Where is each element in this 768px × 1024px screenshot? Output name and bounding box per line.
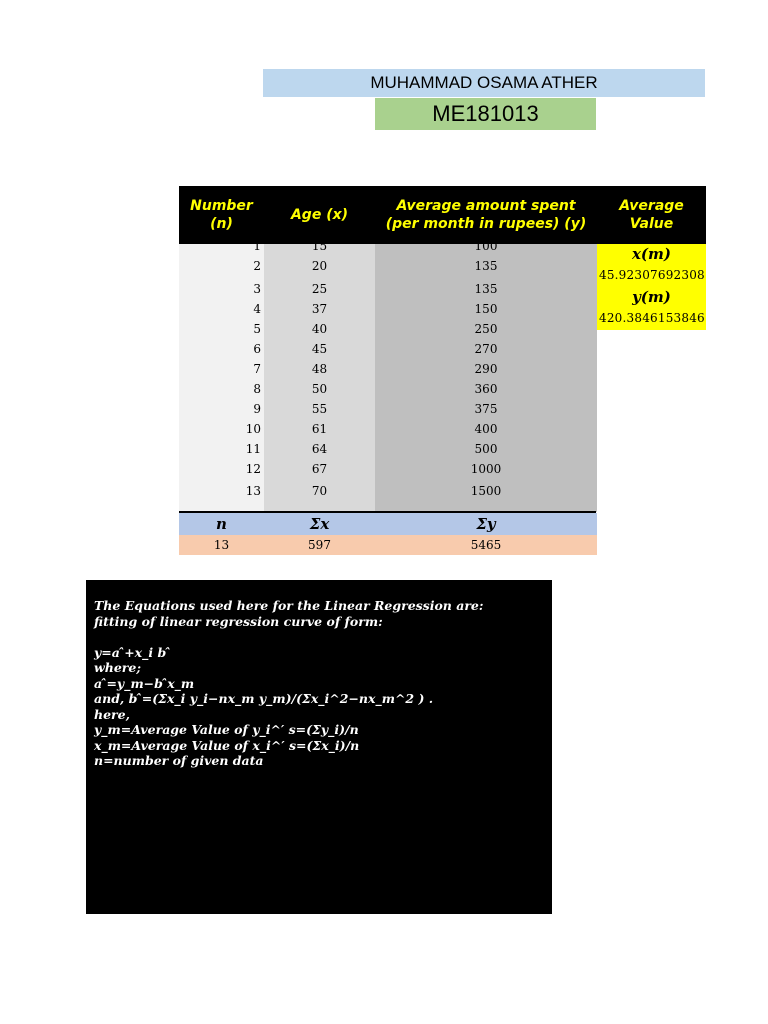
sum-header-y: Σy [375,513,597,535]
xm-label: x(m) [631,245,671,263]
cell-amount: 100 [474,239,498,253]
equation-line: y=a ̂+x_i b ̂ [94,644,171,660]
cell-number: 4 [253,302,261,316]
cell-age: 67 [311,462,328,476]
equation-lines [94,598,552,769]
sum-value-y: 5465 [375,535,597,555]
cell-number: 13 [245,484,261,498]
header-age: Age (x) [264,186,375,244]
equation-line: y_m=Average Value of y_i^′ s=(Σy_i)/n [94,722,359,737]
equation-line [94,629,552,645]
cell-age: 37 [311,302,328,316]
cell-amount: 1000 [470,462,502,476]
sum-header-x: Σx [264,513,375,535]
cell-age: 40 [311,322,328,336]
cell-number: 2 [253,259,261,273]
cell-amount: 1500 [470,484,502,498]
cell-age: 61 [311,422,328,436]
ym-label: y(m) [632,288,671,306]
author-name: MUHAMMAD OSAMA ATHER [263,69,705,97]
equation-line: fitting of linear regression curve of form: [94,613,383,629]
cell-number: 7 [253,362,261,376]
cell-amount: 400 [474,422,498,436]
cell-age: 70 [311,484,328,498]
cell-age: 45 [311,342,328,356]
equation-line: here, [94,706,130,722]
average-values-box [597,244,706,330]
equation-line: where; [94,660,141,675]
cell-amount: 360 [474,382,498,396]
cell-number: 10 [245,422,261,436]
header-average-value: Average Value [597,186,706,244]
cell-amount: 270 [474,342,498,356]
cell-age: 25 [311,282,328,296]
sum-header-n: n [179,513,264,535]
cell-number: 3 [253,282,261,296]
equation-line: and, b ̂=(Σx_i y_i−nx_m y_m)/(Σx_i^2−nx_m^2 ) . [94,691,434,706]
cell-amount: 375 [474,402,498,416]
cell-amount: 135 [474,282,498,296]
cell-number: 8 [253,382,261,396]
cell-amount: 250 [474,322,498,336]
cell-age: 55 [311,402,328,416]
xm-value: 45.92307692308 [599,268,705,282]
header-amount-spent: Average amount spent (per month in rupees) (y) [375,186,597,244]
cell-amount: 500 [474,442,498,456]
cell-number: 12 [245,462,261,476]
header-number: Number (n) [179,186,264,244]
cell-number: 5 [253,322,261,336]
cell-age: 15 [311,239,328,253]
cell-age: 64 [311,442,328,456]
cell-number: 11 [245,442,261,456]
cell-number: 9 [253,402,261,416]
cell-amount: 290 [474,362,498,376]
equation-line: a ̂=y_m−b ̂x_m [94,675,195,691]
ym-value: 420.3846153846 [599,311,705,325]
cell-amount: 150 [474,302,498,316]
student-id: ME181013 [375,98,596,130]
equation-line: n=number of given data [94,753,264,768]
equation-line: The Equations used here for the Linear Regression are: [94,598,484,613]
cell-age: 48 [311,362,328,376]
cell-number: 1 [253,239,261,253]
cell-age: 20 [311,259,328,273]
cell-number: 6 [253,342,261,356]
sum-value-x: 597 [264,535,375,555]
sum-value-n: 13 [179,535,264,555]
cell-amount: 135 [474,259,498,273]
equations-panel [86,580,552,914]
cell-age: 50 [311,382,328,396]
equation-line: x_m=Average Value of x_i^′ s=(Σx_i)/n [94,737,360,753]
